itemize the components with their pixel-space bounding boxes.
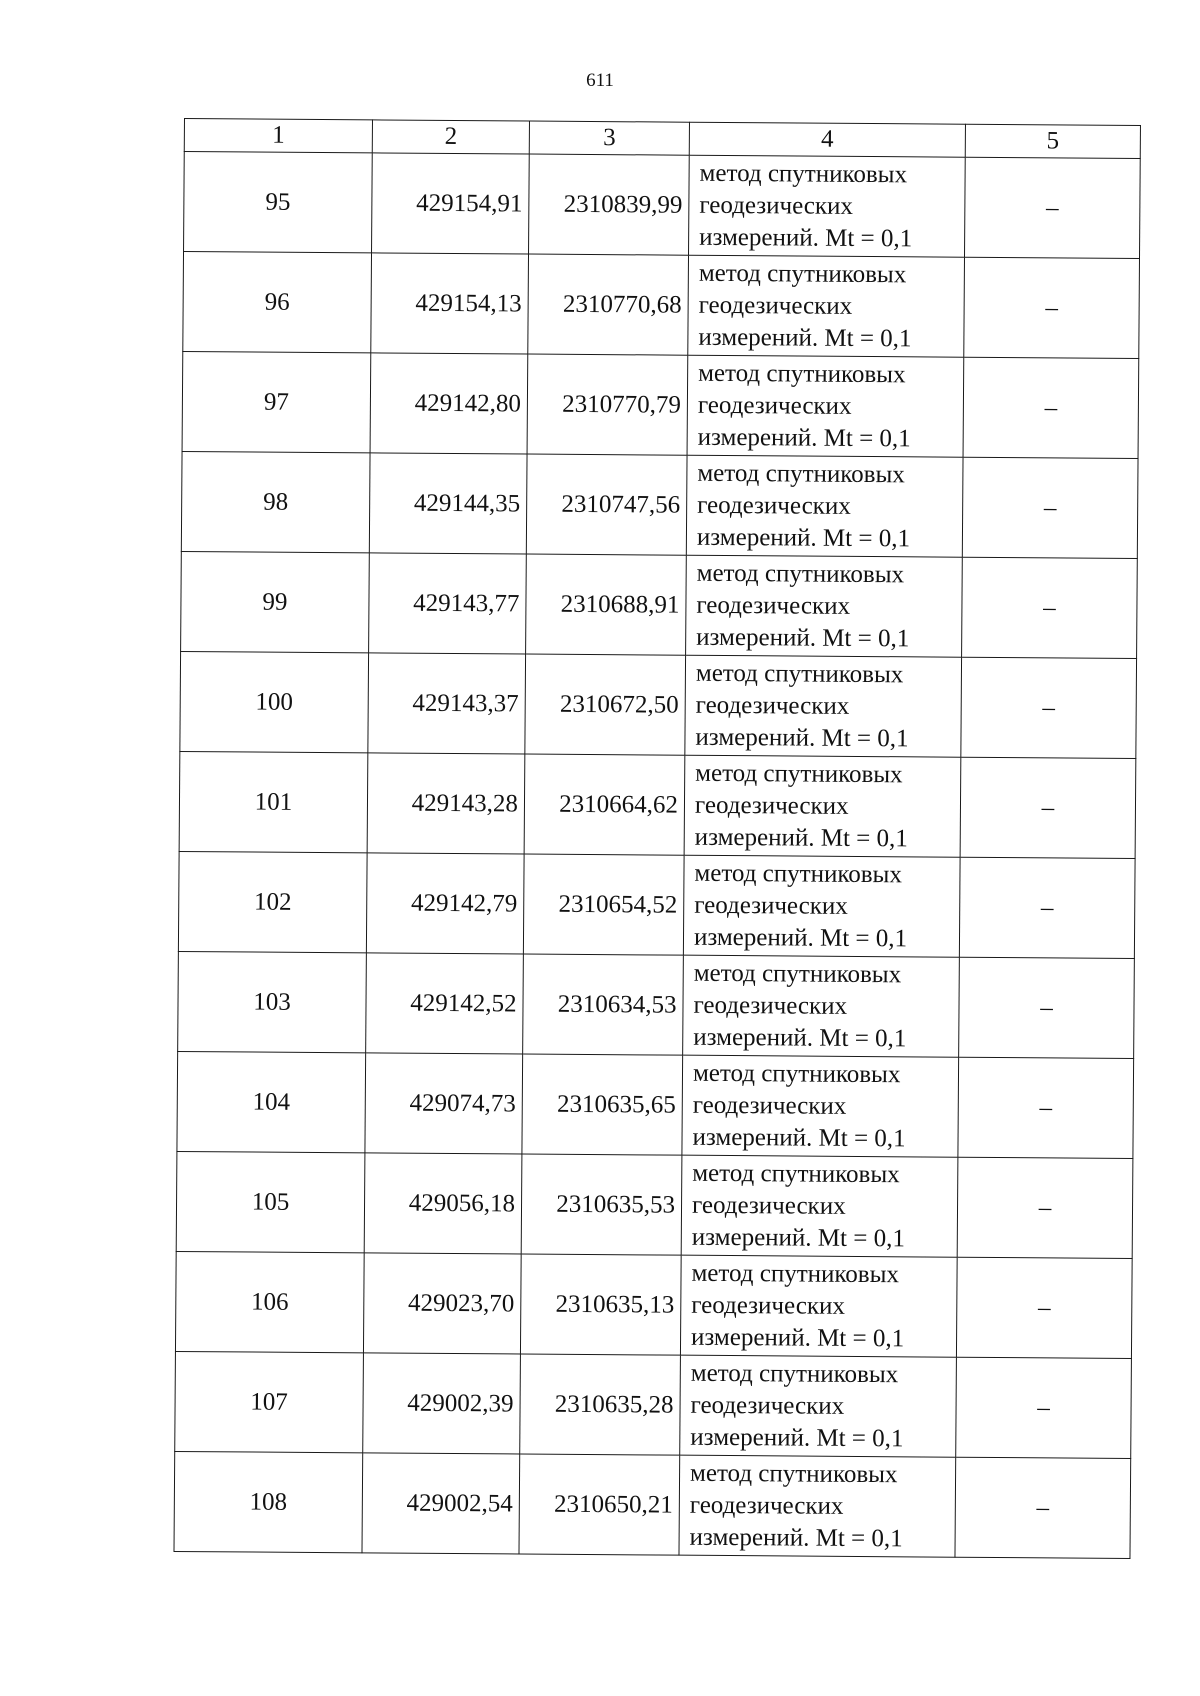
method-cell <box>684 755 961 857</box>
note-cell: – <box>959 857 1135 958</box>
method-line: измерений. Mt = 0,1 <box>689 1523 903 1552</box>
method-line: геодезических <box>697 491 851 520</box>
method-line: метод спутниковых <box>693 959 902 988</box>
x-coordinate-cell: 429002,54 <box>362 1453 520 1554</box>
x-coordinate-cell: 429056,18 <box>364 1153 522 1254</box>
header-col-5: 5 <box>965 124 1140 158</box>
method-line: геодезических <box>691 1191 846 1220</box>
table-row <box>177 1051 1134 1158</box>
method-cell <box>682 1055 959 1157</box>
method-cell <box>687 355 964 457</box>
table-body <box>174 152 1140 1559</box>
y-coordinate-cell: 2310654,52 <box>523 854 684 955</box>
method-line: метод спутниковых <box>697 459 905 488</box>
x-coordinate-cell: 429142,52 <box>366 953 524 1054</box>
method-line: геодезических <box>697 391 852 420</box>
note-cell: – <box>961 657 1137 758</box>
method-line: метод спутниковых <box>690 1359 899 1388</box>
method-line: геодезических <box>691 1291 846 1320</box>
method-line: геодезических <box>693 991 848 1020</box>
method-line: измерений. Mt = 0,1 <box>696 623 910 652</box>
method-line: измерений. Mt = 0,1 <box>697 423 911 452</box>
method-cell <box>688 255 965 357</box>
note-cell: – <box>960 757 1136 858</box>
point-number-cell: 99 <box>181 551 370 652</box>
method-cell <box>680 1255 957 1357</box>
table-row <box>181 451 1138 558</box>
point-number-cell: 103 <box>178 951 367 1052</box>
point-number-cell: 101 <box>179 751 368 852</box>
method-cell <box>683 855 960 957</box>
method-line: измерений. Mt = 0,1 <box>693 923 908 952</box>
table-row <box>174 1451 1131 1558</box>
method-line: метод спутниковых <box>691 1259 900 1288</box>
x-coordinate-cell: 429143,77 <box>369 553 527 654</box>
method-line: измерений. Mt = 0,1 <box>699 223 913 252</box>
method-line: метод спутниковых <box>695 759 903 788</box>
method-line: измерений. Mt = 0,1 <box>692 1123 906 1152</box>
note-cell: – <box>958 1057 1134 1158</box>
point-number-cell: 102 <box>178 851 367 952</box>
method-cell <box>683 955 960 1057</box>
point-number-cell: 107 <box>175 1351 364 1452</box>
header-col-2: 2 <box>372 120 529 154</box>
point-number-cell: 97 <box>182 351 371 452</box>
point-number-cell: 96 <box>183 252 372 353</box>
y-coordinate-cell: 2310664,62 <box>524 754 685 855</box>
y-coordinate-cell: 2310688,91 <box>526 554 687 655</box>
method-line: метод спутниковых <box>698 359 906 388</box>
method-cell <box>681 1155 958 1257</box>
method-line: метод спутниковых <box>696 559 905 588</box>
header-col-4: 4 <box>689 122 965 157</box>
x-coordinate-cell: 429142,79 <box>366 853 524 954</box>
note-cell: – <box>957 1157 1133 1258</box>
method-line: метод спутниковых <box>695 659 904 688</box>
point-number-cell: 108 <box>174 1451 363 1552</box>
method-line: геодезических <box>695 691 850 720</box>
table-row <box>175 1251 1132 1358</box>
note-cell: – <box>963 357 1139 458</box>
table-row <box>176 1151 1133 1258</box>
method-line: измерений. Mt = 0,1 <box>690 1423 904 1452</box>
y-coordinate-cell: 2310635,65 <box>522 1054 683 1155</box>
method-line: измерений. Mt = 0,1 <box>698 323 912 352</box>
x-coordinate-cell: 429154,13 <box>371 253 529 354</box>
note-cell: – <box>956 1357 1132 1458</box>
table-row <box>180 651 1137 758</box>
table-row <box>179 751 1136 858</box>
x-coordinate-cell: 429023,70 <box>363 1253 521 1354</box>
coordinates-table <box>173 118 1140 1559</box>
method-line: геодезических <box>694 791 849 820</box>
coordinates-table-container <box>173 118 1139 1559</box>
table-row <box>181 551 1138 658</box>
method-line: метод спутниковых <box>698 259 907 288</box>
method-line: метод спутниковых <box>689 1459 898 1488</box>
x-coordinate-cell: 429074,73 <box>365 1053 523 1154</box>
x-coordinate-cell: 429002,39 <box>363 1353 521 1454</box>
x-coordinate-cell: 429143,28 <box>367 753 525 854</box>
y-coordinate-cell: 2310770,79 <box>527 354 688 455</box>
table-row <box>178 951 1135 1058</box>
method-line: измерений. Mt = 0,1 <box>693 1023 907 1052</box>
method-line: геодезических <box>698 291 853 320</box>
point-number-cell: 104 <box>177 1051 366 1152</box>
method-line: геодезических <box>692 1091 847 1120</box>
y-coordinate-cell: 2310634,53 <box>523 954 684 1055</box>
method-line: метод спутниковых <box>692 1059 901 1088</box>
method-line: измерений. Mt = 0,1 <box>695 723 909 752</box>
table-row <box>182 351 1139 458</box>
method-line: метод спутниковых <box>692 1159 900 1188</box>
y-coordinate-cell: 2310635,28 <box>520 1354 681 1455</box>
x-coordinate-cell: 429142,80 <box>370 353 528 454</box>
note-cell: – <box>956 1257 1132 1358</box>
note-cell: – <box>959 957 1135 1058</box>
y-coordinate-cell: 2310635,53 <box>521 1154 682 1255</box>
method-cell <box>686 555 963 657</box>
y-coordinate-cell: 2310839,99 <box>529 154 690 255</box>
table-row <box>175 1351 1132 1458</box>
method-line: геодезических <box>696 591 851 620</box>
note-cell: – <box>962 557 1138 658</box>
y-coordinate-cell: 2310635,13 <box>520 1254 681 1355</box>
method-line: измерений. Mt = 0,1 <box>696 523 911 552</box>
note-cell: – <box>964 257 1140 358</box>
x-coordinate-cell: 429154,91 <box>372 153 530 254</box>
header-col-3: 3 <box>529 121 689 155</box>
point-number-cell: 100 <box>180 651 369 752</box>
method-cell <box>680 1355 957 1457</box>
point-number-cell: 95 <box>184 152 373 253</box>
header-col-1: 1 <box>184 119 372 153</box>
method-line: геодезических <box>690 1391 845 1420</box>
method-line: геодезических <box>689 1491 844 1520</box>
table-row <box>184 152 1141 259</box>
method-line: метод спутниковых <box>694 859 902 888</box>
point-number-cell: 106 <box>175 1251 364 1352</box>
method-cell <box>686 455 963 557</box>
y-coordinate-cell: 2310672,50 <box>525 654 686 755</box>
table-row <box>178 851 1135 958</box>
method-cell <box>685 655 962 757</box>
method-cell <box>679 1455 956 1557</box>
note-cell: – <box>955 1457 1131 1558</box>
method-line: измерений. Mt = 0,1 <box>691 1223 905 1252</box>
point-number-cell: 105 <box>176 1151 365 1252</box>
x-coordinate-cell: 429143,37 <box>368 653 526 754</box>
method-line: геодезических <box>699 191 854 220</box>
page-number: 611 <box>586 70 614 91</box>
method-line: геодезических <box>694 891 848 920</box>
method-line: метод спутниковых <box>699 159 908 188</box>
method-cell <box>689 155 966 257</box>
x-coordinate-cell: 429144,35 <box>369 453 527 554</box>
table-row <box>183 252 1140 359</box>
point-number-cell: 98 <box>181 451 370 552</box>
y-coordinate-cell: 2310747,56 <box>526 454 687 555</box>
method-line: измерений. Mt = 0,1 <box>694 823 908 852</box>
y-coordinate-cell: 2310650,21 <box>519 1454 680 1555</box>
note-cell: – <box>965 157 1141 258</box>
note-cell: – <box>962 457 1138 558</box>
y-coordinate-cell: 2310770,68 <box>528 254 689 355</box>
method-line: измерений. Mt = 0,1 <box>690 1323 905 1352</box>
